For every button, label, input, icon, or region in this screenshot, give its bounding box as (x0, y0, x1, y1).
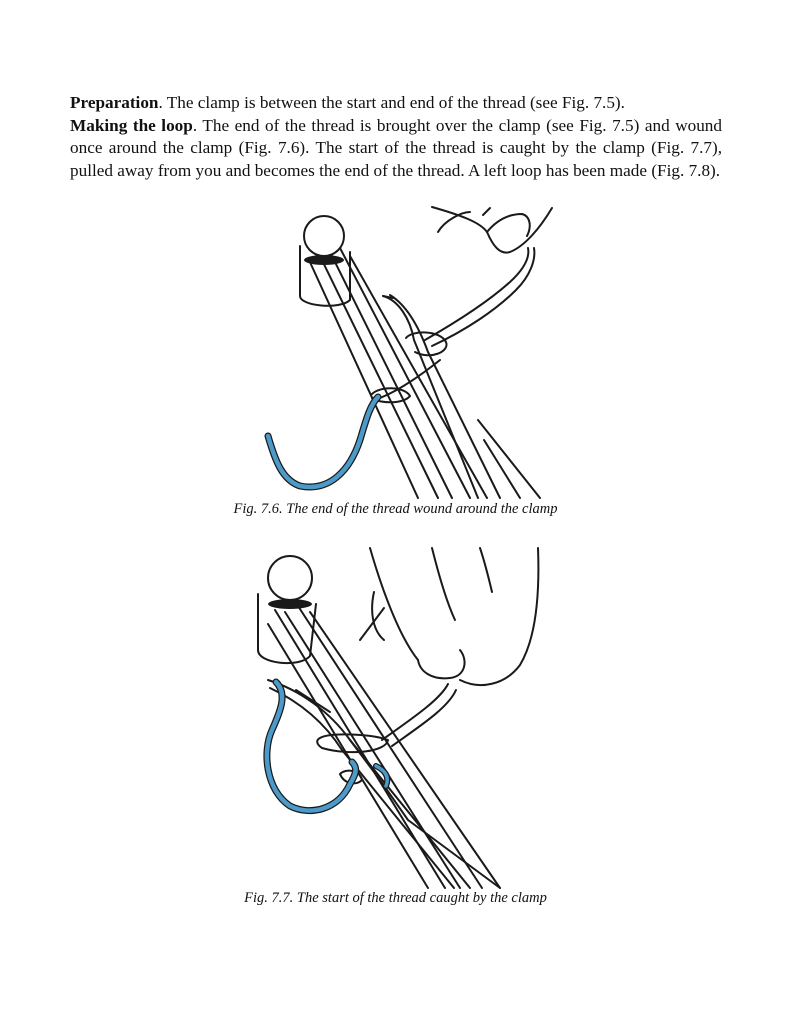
preparation-text: . The clamp is between the start and end of the thread (see Fig. 7.5). (158, 93, 625, 112)
making-loop-text: . The end of the thread is brought over the clamp (see Fig. 7.5) and wound once around the clamp (Fig. 7.6). The start of the thread is caught by the clamp (Fig. 7.7), pulled away from you and becomes the end of the thread. A left loop has been made (Fig. 7.8). (70, 115, 722, 180)
preparation-label: Preparation (70, 93, 159, 112)
figure-7-6-caption: Fig. 7.6. The end of the thread wound around the clamp (233, 501, 558, 517)
making-loop-label: Making the loop (70, 115, 193, 135)
figure-7-7-caption: Fig. 7.7. The start of the thread caught by the clamp (244, 890, 547, 906)
